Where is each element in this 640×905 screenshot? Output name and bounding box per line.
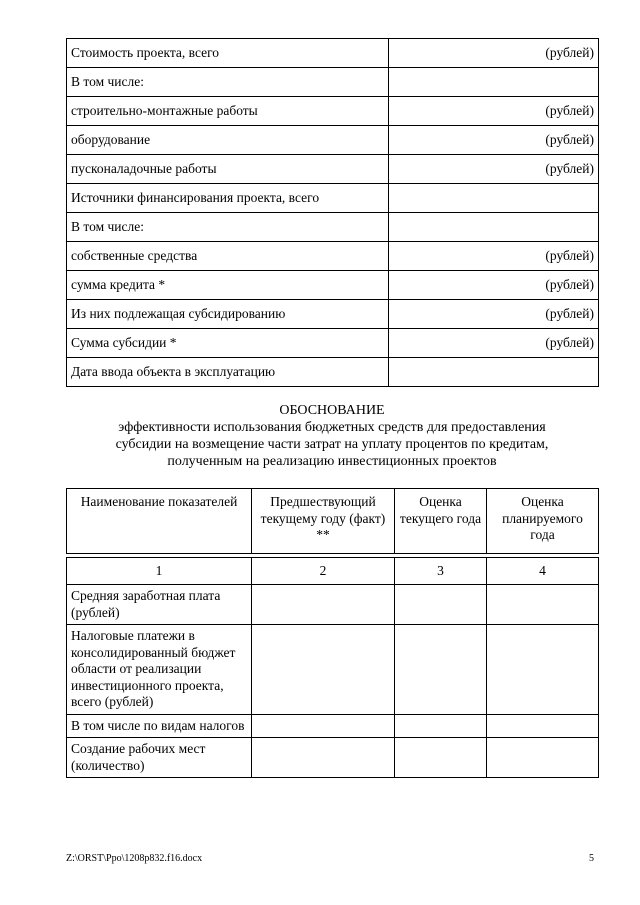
cost-table-row bbox=[67, 271, 599, 300]
value-cell bbox=[487, 714, 599, 738]
column-number: 3 bbox=[395, 558, 487, 585]
indicators-header-row bbox=[67, 489, 599, 554]
cost-row-label: Стоимость проекта, всего bbox=[67, 39, 389, 68]
cost-table-row bbox=[67, 329, 599, 358]
footer-page-number: 5 bbox=[589, 853, 594, 864]
indicator-label: Налоговые платежи в консолидированный бюджет области от реализации инвестиционного проекта, всего (рублей) bbox=[67, 625, 252, 715]
cost-row-label: оборудование bbox=[67, 126, 389, 155]
cost-table-row bbox=[67, 126, 599, 155]
indicator-label: Создание рабочих мест (количество) bbox=[67, 738, 252, 778]
cost-table-row bbox=[67, 213, 599, 242]
cost-table-row bbox=[67, 184, 599, 213]
value-cell bbox=[487, 625, 599, 715]
cost-row-label: сумма кредита * bbox=[67, 271, 389, 300]
indicator-row-tax bbox=[67, 625, 599, 715]
cost-table-row bbox=[67, 242, 599, 271]
cost-table-row bbox=[67, 39, 599, 68]
cost-row-label: Из них подлежащая субсидированию bbox=[67, 300, 389, 329]
cost-row-unit bbox=[389, 184, 599, 213]
value-cell bbox=[395, 625, 487, 715]
cost-table-row bbox=[67, 97, 599, 126]
cost-row-unit: (рублей) bbox=[389, 97, 599, 126]
cost-row-label: В том числе: bbox=[67, 68, 389, 97]
header-planned-year: Оценка планируемого года bbox=[487, 489, 599, 554]
cost-row-unit: (рублей) bbox=[389, 271, 599, 300]
cost-row-label: собственные средства bbox=[67, 242, 389, 271]
column-number: 4 bbox=[487, 558, 599, 585]
indicator-label: В том числе по видам налогов bbox=[67, 714, 252, 738]
value-cell bbox=[395, 714, 487, 738]
project-cost-table-body bbox=[67, 39, 599, 387]
value-cell bbox=[487, 585, 599, 625]
cost-row-label: Источники финансирования проекта, всего bbox=[67, 184, 389, 213]
column-number: 2 bbox=[252, 558, 395, 585]
value-cell bbox=[395, 585, 487, 625]
cost-row-label: В том числе: bbox=[67, 213, 389, 242]
cost-row-unit: (рублей) bbox=[389, 39, 599, 68]
value-cell bbox=[395, 738, 487, 778]
value-cell bbox=[252, 714, 395, 738]
footer-file-path: Z:\ORST\Ppo\1208p832.f16.docx bbox=[66, 853, 203, 864]
indicator-label: Средняя заработная плата (рублей) bbox=[67, 585, 252, 625]
header-indicator-name: Наименование показателей bbox=[67, 489, 252, 554]
cost-row-unit: (рублей) bbox=[389, 300, 599, 329]
heading-line-2: субсидии на возмещение части затрат на уплату процентов по кредитам, bbox=[115, 437, 549, 452]
cost-row-label: строительно-монтажные работы bbox=[67, 97, 389, 126]
cost-row-unit: (рублей) bbox=[389, 155, 599, 184]
efficiency-indicators-table bbox=[66, 488, 599, 778]
cost-row-unit: (рублей) bbox=[389, 126, 599, 155]
column-number-row bbox=[67, 558, 599, 585]
cost-table-row bbox=[67, 155, 599, 184]
heading-line-3: полученным на реализацию инвестиционных проектов bbox=[167, 454, 497, 469]
heading-line-1: эффективности использования бюджетных средств для предоставления bbox=[118, 420, 546, 435]
cost-row-unit: (рублей) bbox=[389, 329, 599, 358]
column-number: 1 bbox=[67, 558, 252, 585]
indicator-row-jobs bbox=[67, 738, 599, 778]
header-previous-year: Предшествующий текущему году (факт) ** bbox=[252, 489, 395, 554]
value-cell bbox=[252, 585, 395, 625]
cost-row-unit bbox=[389, 358, 599, 387]
cost-row-label: пусконаладочные работы bbox=[67, 155, 389, 184]
indicator-row-salary bbox=[67, 585, 599, 625]
project-cost-table bbox=[66, 38, 599, 387]
cost-table-row bbox=[67, 358, 599, 387]
cost-table-row bbox=[67, 300, 599, 329]
cost-row-label: Дата ввода объекта в эксплуатацию bbox=[67, 358, 389, 387]
value-cell bbox=[252, 625, 395, 715]
header-current-year: Оценка текущего года bbox=[395, 489, 487, 554]
value-cell bbox=[487, 738, 599, 778]
justification-heading bbox=[66, 402, 598, 470]
cost-row-unit bbox=[389, 68, 599, 97]
cost-table-row bbox=[67, 68, 599, 97]
cost-row-unit bbox=[389, 213, 599, 242]
value-cell bbox=[252, 738, 395, 778]
indicator-row-tax-types bbox=[67, 714, 599, 738]
cost-row-unit: (рублей) bbox=[389, 242, 599, 271]
cost-row-label: Сумма субсидии * bbox=[67, 329, 389, 358]
heading-title: ОБОСНОВАНИЕ bbox=[279, 403, 385, 418]
